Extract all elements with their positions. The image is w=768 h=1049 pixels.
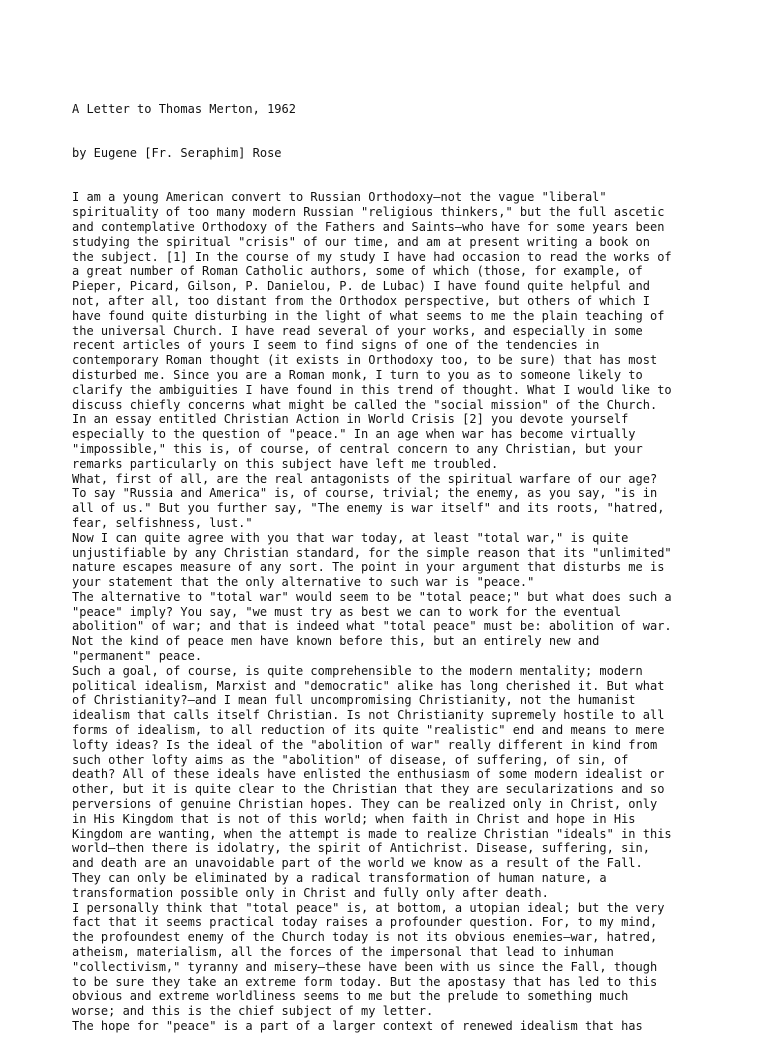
text-line: Such a goal, of course, is quite comprehensible to the modern mentality; modern (72, 663, 643, 678)
text-line: transformation possible only in Christ and fully only after death. (72, 885, 549, 900)
text-line: perversions of genuine Christian hopes. They can be realized only in Christ, only (72, 797, 658, 812)
text-line: death? All of these ideals have enlisted the enthusiasm of some modern idealist or (72, 767, 665, 782)
text-line: atheism, materialism, all the forces of the impersonal that lead to inhuman (72, 945, 614, 960)
text-line: worse; and this is the chief subject of my letter. (72, 1004, 434, 1019)
text-line: Pieper, Picard, Gilson, P. Danielou, P. de Lubac) I have found quite helpful and (72, 279, 650, 294)
text-line: The alternative to "total war" would seem to be "total peace;" but what does such a (72, 589, 672, 604)
text-line: to be sure they take an extreme form today. But the apostasy that has led to this (72, 974, 658, 989)
text-line: I personally think that "total peace" is, at bottom, a utopian ideal; but the very (72, 900, 665, 915)
text-line: In an essay entitled Christian Action in World Crisis [2] you devote yourself (72, 412, 629, 427)
text-line: unjustifiable by any Christian standard, for the simple reason that its "unlimited" (72, 545, 672, 560)
text-line: "impossible," this is, of course, of central concern to any Christian, but your (72, 441, 643, 456)
text-line: your statement that the only alternative to such war is "peace." (72, 575, 535, 590)
text-line: discuss chiefly concerns what might be called the "social mission" of the Church. (72, 397, 658, 412)
text-line: Now I can quite agree with you that war today, at least "total war," is quite (72, 530, 629, 545)
text-line: remarks particularly on this subject have left me troubled. (72, 456, 499, 471)
text-line: such other lofty aims as the "abolition" of disease, of suffering, of sin, of (72, 752, 629, 767)
text-line: all of us." But you further say, "The enemy is war itself" and its roots, "hatred, (72, 501, 665, 516)
text-line: not, after all, too distant from the Orthodox perspective, but others of which I (72, 293, 650, 308)
text-line: idealism that calls itself Christian. Is not Christianity supremely hostile to all (72, 708, 665, 723)
document-body (72, 190, 768, 1033)
text-line: forms of idealism, to all reduction of its quite "realistic" end and means to mere (72, 723, 665, 738)
text-line: disturbed me. Since you are a Roman monk, I turn to you as to someone likely to (72, 367, 643, 382)
text-line: contemporary Roman thought (it exists in Orthodoxy too, to be sure) that has most (72, 353, 658, 368)
text-line: To say "Russia and America" is, of course, trivial; the enemy, as you say, "is in (72, 486, 658, 501)
text-line: the subject. [1] In the course of my study I have had occasion to read the works of (72, 249, 672, 264)
text-line: "collectivism," tyranny and misery—these have been with us since the Fall, though (72, 959, 658, 974)
text-line: the universal Church. I have read several of your works, and especially in some (72, 323, 643, 338)
text-line: "peace" imply? You say, "we must try as best we can to work for the eventual (72, 604, 622, 619)
text-line: especially to the question of "peace." In an age when war has become virtually (72, 427, 636, 442)
text-line: nature escapes measure of any sort. The point in your argument that disturbs me is (72, 560, 665, 575)
text-line: They can only be eliminated by a radical transformation of human nature, a (72, 871, 607, 886)
text-line: world—then there is idolatry, the spirit of Antichrist. Disease, suffering, sin, (72, 841, 650, 856)
text-line: obvious and extreme worldliness seems to me but the prelude to something much (72, 989, 629, 1004)
text-line: recent articles of yours I seem to find signs of one of the tendencies in (72, 338, 600, 353)
document-byline: by Eugene [Fr. Seraphim] Rose (72, 145, 282, 160)
text-line: and death are an unavoidable part of the world we know as a result of the Fall. (72, 856, 643, 871)
text-line: fact that it seems practical today raises a profounder question. For, to my mind, (72, 915, 658, 930)
text-line: clarify the ambiguities I have found in this trend of thought. What I would like to (72, 382, 672, 397)
document-title: A Letter to Thomas Merton, 1962 (72, 101, 296, 116)
text-line: "permanent" peace. (72, 649, 203, 664)
text-line: of Christianity?—and I mean full uncompromising Christianity, not the humanist (72, 693, 636, 708)
text-line: political idealism, Marxist and "democratic" alike has long cherished it. But what (72, 678, 665, 693)
text-line: abolition" of war; and that is indeed what "total peace" must be: abolition of war. (72, 619, 672, 634)
text-line: studying the spiritual "crisis" of our time, and am at present writing a book on (72, 234, 650, 249)
text-line: spirituality of too many modern Russian "religious thinkers," but the full ascetic (72, 205, 665, 220)
text-line: I am a young American convert to Russian Orthodoxy—not the vague "liberal" (72, 190, 607, 205)
text-line: have found quite disturbing in the light of what seems to me the plain teaching of (72, 308, 665, 323)
text-line: fear, selfishness, lust." (72, 515, 253, 530)
text-line: and contemplative Orthodoxy of the Fathers and Saints—who have for some years been (72, 219, 665, 234)
text-line: in His Kingdom that is not of this world; when faith in Christ and hope in His (72, 811, 636, 826)
text-line: Not the kind of peace men have known before this, but an entirely new and (72, 634, 600, 649)
text-line: lofty ideas? Is the ideal of the "abolition of war" really different in kind from (72, 737, 658, 752)
text-line: The hope for "peace" is a part of a larger context of renewed idealism that has (72, 1019, 643, 1033)
text-line: the profoundest enemy of the Church today is not its obvious enemies—war, hatred, (72, 930, 658, 945)
text-line: a great number of Roman Catholic authors, some of which (those, for example, of (72, 264, 643, 279)
text-line: Kingdom are wanting, when the attempt is made to realize Christian "ideals" in this (72, 826, 672, 841)
text-line: What, first of all, are the real antagonists of the spiritual warfare of our age? (72, 471, 658, 486)
text-line: other, but it is quite clear to the Christian that they are secularizations and so (72, 782, 665, 797)
